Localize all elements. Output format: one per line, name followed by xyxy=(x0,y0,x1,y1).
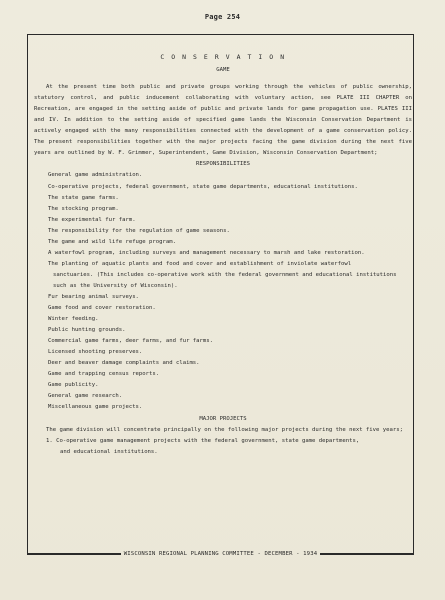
list-item-text: The stocking program. xyxy=(48,205,119,212)
list-item-text: Game and trapping census reports. xyxy=(48,371,160,378)
list-item xyxy=(34,391,412,402)
list-item xyxy=(34,402,412,413)
responsibilities-list xyxy=(34,170,412,413)
major-project-text: 1. Co-operative game management projects with the federal government, state game departments, xyxy=(46,437,360,444)
list-item-text: The game and wild life refuge program. xyxy=(48,238,176,245)
list-item xyxy=(34,336,412,347)
document-body xyxy=(34,52,412,458)
major-project-continuation: and educational institutions. xyxy=(60,448,158,455)
list-item xyxy=(34,303,412,314)
list-item xyxy=(34,215,412,226)
list-item xyxy=(34,369,412,380)
footer-rule-right xyxy=(320,553,414,554)
list-item xyxy=(34,358,412,369)
list-item xyxy=(34,237,412,248)
list-item xyxy=(34,292,412,303)
list-item-text: Fur bearing animal surveys. xyxy=(48,293,139,300)
list-item-text: The responsibility for the regulation of game seasons. xyxy=(48,227,230,234)
list-item xyxy=(34,182,412,193)
section-heading: C O N S E R V A T I O N xyxy=(160,53,286,61)
list-item-continuation: sanctuaries. (This includes co-operative work with the federal government and educational institutions such as the University of Wisconsin). xyxy=(53,271,397,289)
list-item xyxy=(34,170,412,181)
responsibilities-title: RESPONSIBILITIES xyxy=(196,161,250,168)
list-item xyxy=(34,314,412,325)
list-item xyxy=(34,204,412,215)
major-projects-title: MAJOR PROJECTS xyxy=(199,415,247,422)
list-item-text: The planting of aquatic plants and food and cover and establishment of inviolate waterfowl xyxy=(48,260,352,267)
list-item xyxy=(34,248,412,259)
section-subheading: GAME xyxy=(216,67,230,74)
list-item-text: A waterfowl program, including surveys and management necessary to marsh and lake restoration. xyxy=(48,249,365,256)
list-item-text: Game food and cover restoration. xyxy=(48,305,156,312)
list-item xyxy=(34,325,412,336)
major-project-item xyxy=(34,436,412,458)
list-item-text: General game administration. xyxy=(48,172,143,179)
list-item-text: Game publicity. xyxy=(48,382,99,389)
list-item-text: Co-operative projects, federal government, state game departments, educational institutions. xyxy=(48,183,358,190)
major-projects-list xyxy=(34,436,412,458)
footer-text: WISCONSIN REGIONAL PLANNING COMMITTEE - DECEMBER - 1934 xyxy=(123,551,318,557)
major-projects-intro: The game division will concentrate principally on the following major projects during the next five years; xyxy=(46,426,403,433)
list-item xyxy=(34,193,412,204)
list-item xyxy=(34,347,412,358)
list-item-text: Public hunting grounds. xyxy=(48,327,126,334)
list-item-text: Miscellaneous game projects. xyxy=(48,404,143,411)
list-item-text: The state game farms. xyxy=(48,194,119,201)
list-item-text: Deer and beaver damage complaints and claims. xyxy=(48,360,200,367)
page-number: Page 254 xyxy=(204,13,241,21)
list-item xyxy=(34,259,412,292)
list-item-text: Winter feeding. xyxy=(48,316,99,323)
list-item-text: Licensed shooting preserves. xyxy=(48,349,143,356)
list-item-text: The experimental fur farm. xyxy=(48,216,136,223)
list-item xyxy=(34,380,412,391)
page-footer xyxy=(27,550,414,558)
list-item xyxy=(34,226,412,237)
list-item-text: General game research. xyxy=(48,393,123,400)
intro-paragraph: At the present time both public and private groups working through the vehicles of public ownership, statutory control, and public inducement collaborating with voluntary action, see PLATE III CHAPTER on Recreation, are engaged in the setting aside of public and private lands for game propagation use. PLATES III and IV. In addition to the setting aside of specified game lands the Wisconsin Conservation Department is actively engaged with the many responsibilities connected with the development of a game conservation policy. The present responsibilities together with the major projects facing the game division during the next five years are outlined by W. F. Grimmer, Superintendent, Game Division, Wisconsin Conservation Department; xyxy=(34,84,412,157)
footer-rule-left xyxy=(27,553,121,554)
list-item-text: Commercial game farms, deer farms, and fur farms. xyxy=(48,338,214,345)
